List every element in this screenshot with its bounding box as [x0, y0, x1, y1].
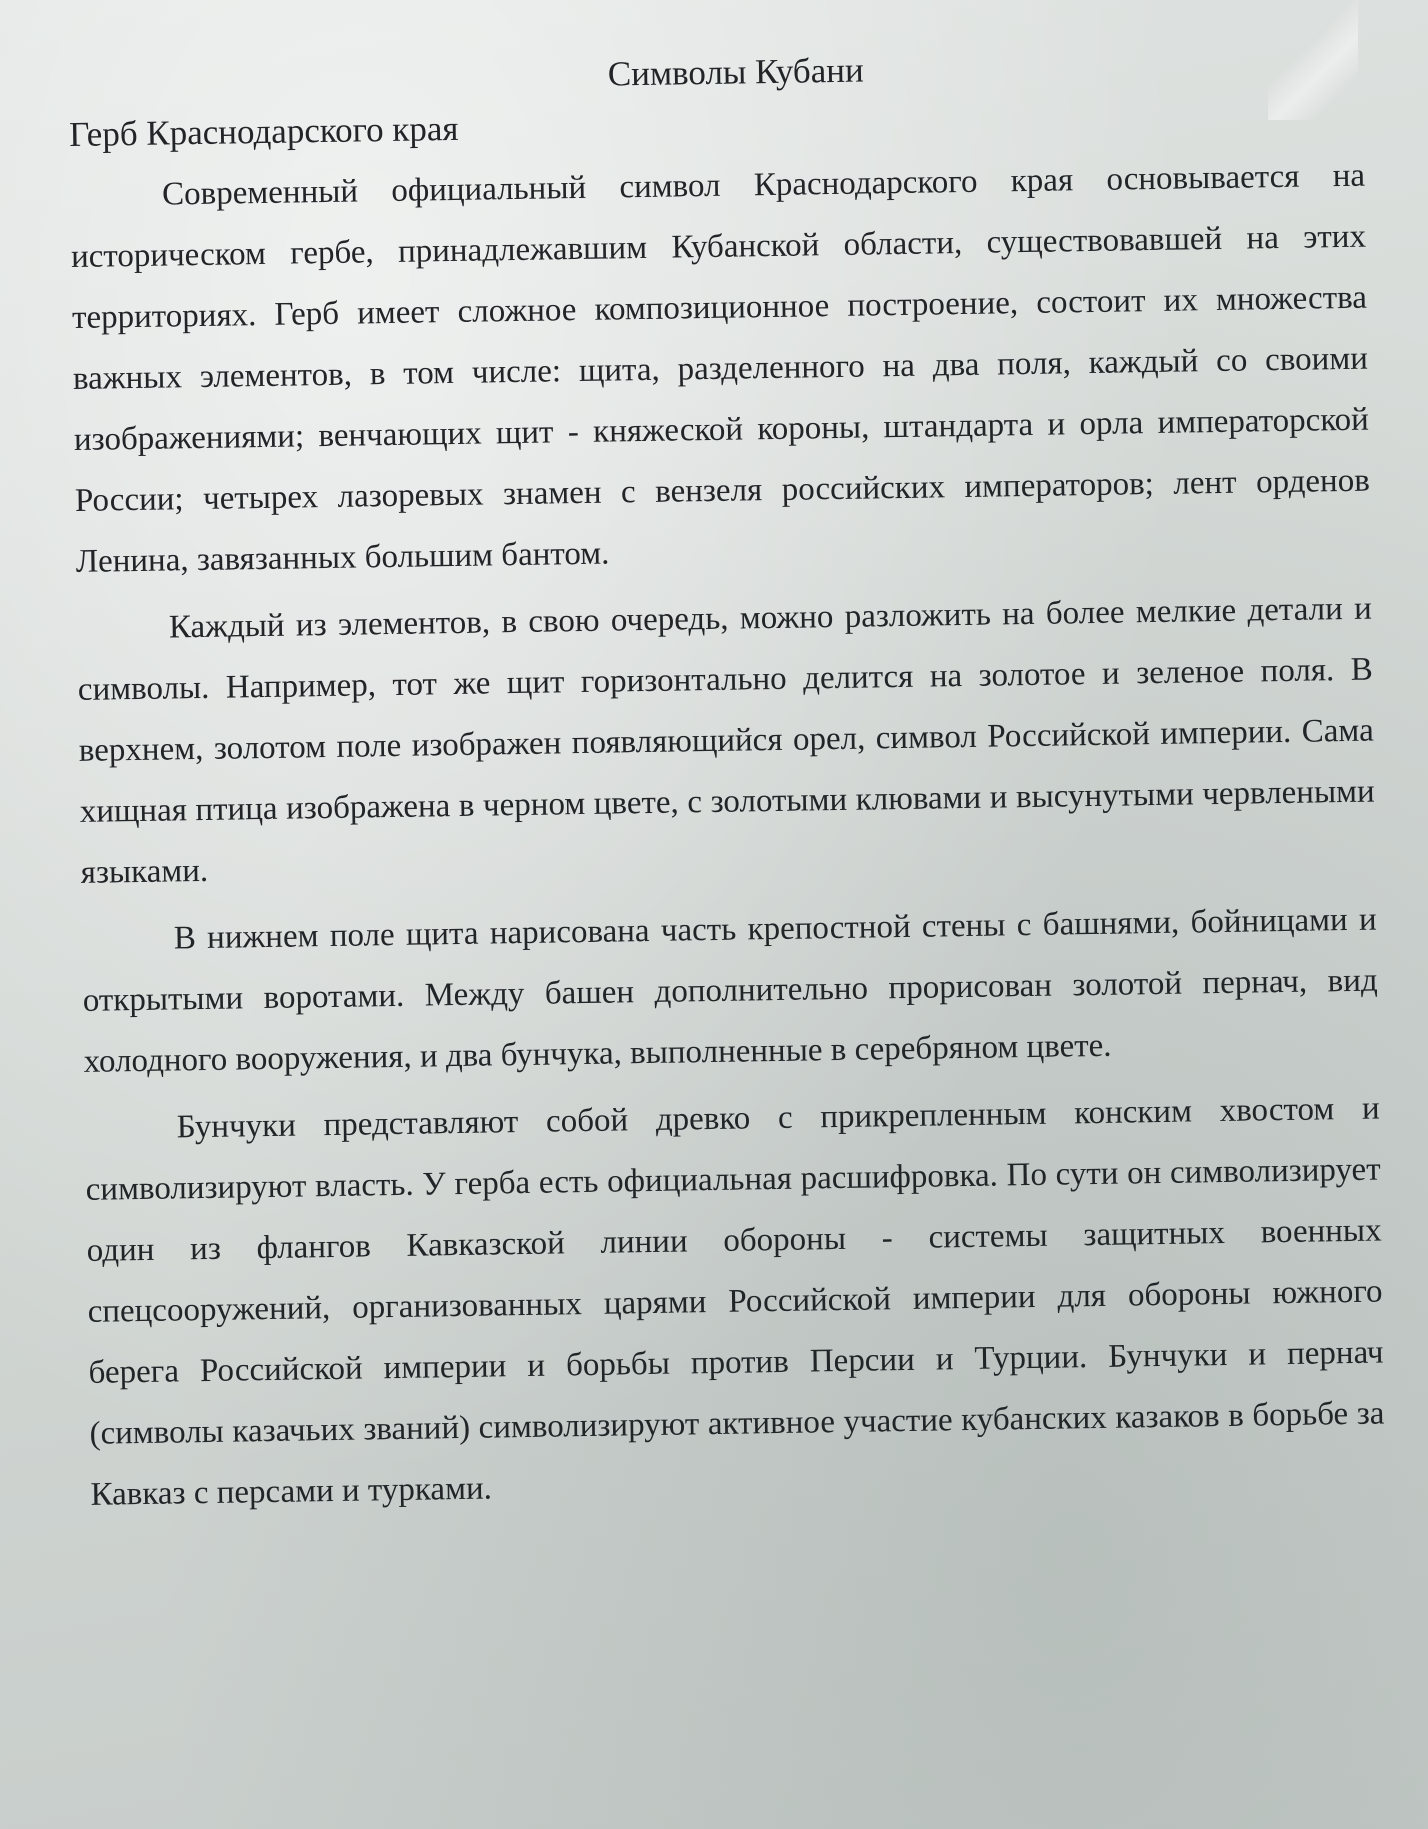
paragraph-1: Современный официальный символ Краснодарского края основывается на историческом гербе, принадлежавшим Кубанской области, существовавшей на этих территориях. Герб имеет сложное композиционное построение, состоит их множества важных элементов, в том числе: щита, разделенного на два поля, каждый со своими изображениями; венчающих щит - княжеской короны, штандарта и орла императорской России; четырех лазоревых знамен с вензеля российских императоров; лент орденов Ленина, завязанных большим бантом.	[70, 157, 1371, 580]
section-heading: Герб Краснодарского края	[68, 108, 459, 154]
document-body	[68, 40, 1386, 1526]
document-title: Символы Кубани	[607, 50, 864, 94]
paragraph-3: В нижнем поле щита нарисована часть крепостной стены с башнями, бойницами и открытыми воротами. Между башен дополнительно прорисован золотой пернач, вид холодного вооружения, и два бунчука, выполненные в серебряном цвете.	[82, 901, 1378, 1080]
paragraph-2: Каждый из элементов, в свою очередь, можно разложить на более мелкие детали и символы. Например, тот же щит горизонтально делится на золотое и зеленое поля. В верхнем, золотом поле изображен появляющийся орел, символ Российской империи. Сама хищная птица изображена в черном цвете, с золотыми клювами и высунутыми червлеными языками.	[77, 590, 1375, 891]
paragraph-4: Бунчуки представляют собой древко с прикрепленным конским хвостом и символизируют власть. У герба есть официальная расшифровка. По сути он символизирует один из флангов Кавказской линии обороны - системы защитных военных спецсооружений, организованных царями Российской империи для обороны южного берега Российской империи и борьбы против Персии и Турции. Бунчуки и пернач (символы казачьих званий) символизируют активное участие кубанских казаков в борьбе за Кавказ с персами и турками.	[85, 1090, 1385, 1513]
